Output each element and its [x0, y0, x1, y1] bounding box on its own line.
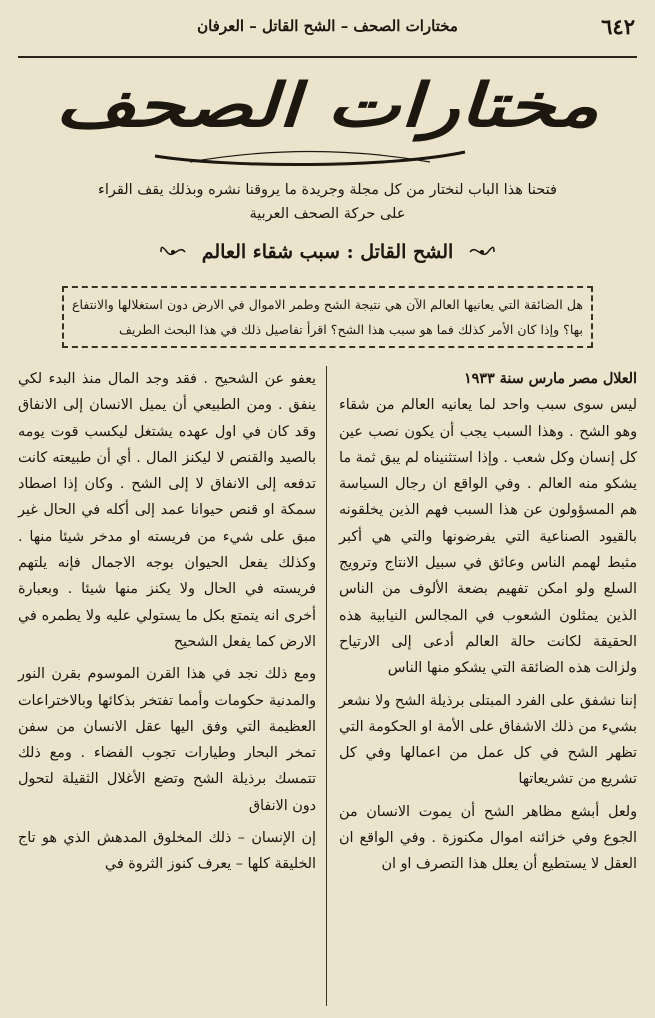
header-rule	[18, 56, 637, 58]
article-summary-box	[62, 286, 593, 348]
running-header	[18, 14, 637, 44]
ornament-icon	[159, 244, 187, 260]
paragraph: ومع ذلك نجد في هذا القرن الموسوم بقرن النور والمدنية حكومات وأمما تفتخر بذكائها وبالاختراعات العظيمة التي وفق اليها عقل الانسان من سفن تمخر البحار وطيارات تجوب الفضاء . ومع ذلك تتمسك برذيلة الشح وتضع الأغلال الثقيلة لتحول دون الانفاق	[18, 666, 316, 814]
intro-line: على حركة الصحف العربية	[249, 206, 406, 222]
masthead-title: مختارات الصحف	[55, 71, 600, 141]
paragraph: ولعل أبشع مظاهر الشح أن يموت الانسان من الجوع وفي خزائنه اموال مكنوزة . وفي الواقع ان العقل لا يستطيع أن يعلل هذا التصرف او ان	[339, 803, 637, 873]
ornament-icon	[468, 244, 496, 260]
column-divider	[326, 366, 327, 1006]
article-dateline: العلال مصر مارس سنة ١٩٣٣	[463, 371, 637, 387]
right-column	[339, 366, 637, 878]
left-column	[18, 366, 316, 878]
article-summary: هل الضائقة التي يعانيها العالم الآن هي نتيجة الشح وطمر الاموال في الارض دون استغلالها والانتفاع بها؟ وإذا كان الأمر كذلك فما هو سبب هذا الشح؟ اقرأ تفاصيل ذلك في هذا البحث الطريف	[72, 297, 583, 337]
paragraph: يعفو عن الشحيح . فقد وجد المال منذ البدء لكي ينفق . ومن الطبيعي أن يميل الانسان إلى الانفاق وقد كان في اول عهده يشتغل ليكسب قوت يومه بالصيد والقنص لا ليكنز المال . أي أن طبيعته كانت تدفعه إلى الانفاق لا إلى الشح . وكان إذا اصطاد سمكة او قنص حيوانا عمد إلى أكله في الحال غير مبق على شيء من فريسته او مدخر شيئا منها . وكذلك يفعل الحيوان بوجه الاجمال فإنه يلتهم فريسته في الحال ولا يكنز منها شيئا . وبعبارة أخرى انه يتمتع بكل ما يستولي عليه ولا يطمره في الارض كما يفعل الشحيح	[18, 371, 316, 650]
running-title: مختارات الصحف – الشح القاتل – العرفان	[197, 17, 458, 35]
section-intro	[60, 178, 595, 226]
page-number: ٦٤٢	[601, 14, 635, 39]
article-title-text: الشح القاتل : سبب شقاء العالم	[201, 241, 454, 263]
paragraph: ليس سوى سبب واحد لما يعانيه العالم من شقاء وهو الشح . وهذا السبب يجب أن يكون نصب عين كل إنسان وكل شعب . وإذا استثنيناه لم يبق ثمة ما يشكو منه العالم . وفي الواقع ان رجال السياسة هم المسؤولون عن هذا السبب فهم الذين يخلقونه بالقيود الصناعية التي يفرضونها والتي هي أكبر مثبط لهمم الناس وعائق في سبيل الانتاج وترويج السلع ولو امكن تفهيم بضعة الألوف من الناس الذين يمثلون الشعوب في المجالس النيابية هذه الحقيقة لكانت حالة العالم أدعى إلى الارتياح ولزالت هذه الضائقة التي يشكو منها الناس	[339, 397, 637, 677]
intro-line: فتحنا هذا الباب لنختار من كل مجلة وجريدة ما يروقنا نشره وبذلك يقف القراء	[98, 182, 557, 198]
paragraph: إننا نشفق على الفرد المبتلى برذيلة الشح ولا نشعر بشيء من ذلك الاشفاق على الأمة او الحكومة التي تظهر الشح في كل عمل من اعمالها وفي كل تشريع من تشريعاتها	[339, 692, 637, 788]
article-title	[0, 240, 655, 274]
paragraph: إن الإنسان – ذلك المخلوق المدهش الذي هو تاج الخليقة كلها – يعرف كنوز الثروة في	[18, 830, 316, 873]
section-masthead	[0, 72, 655, 167]
masthead-swash-icon	[150, 144, 470, 168]
